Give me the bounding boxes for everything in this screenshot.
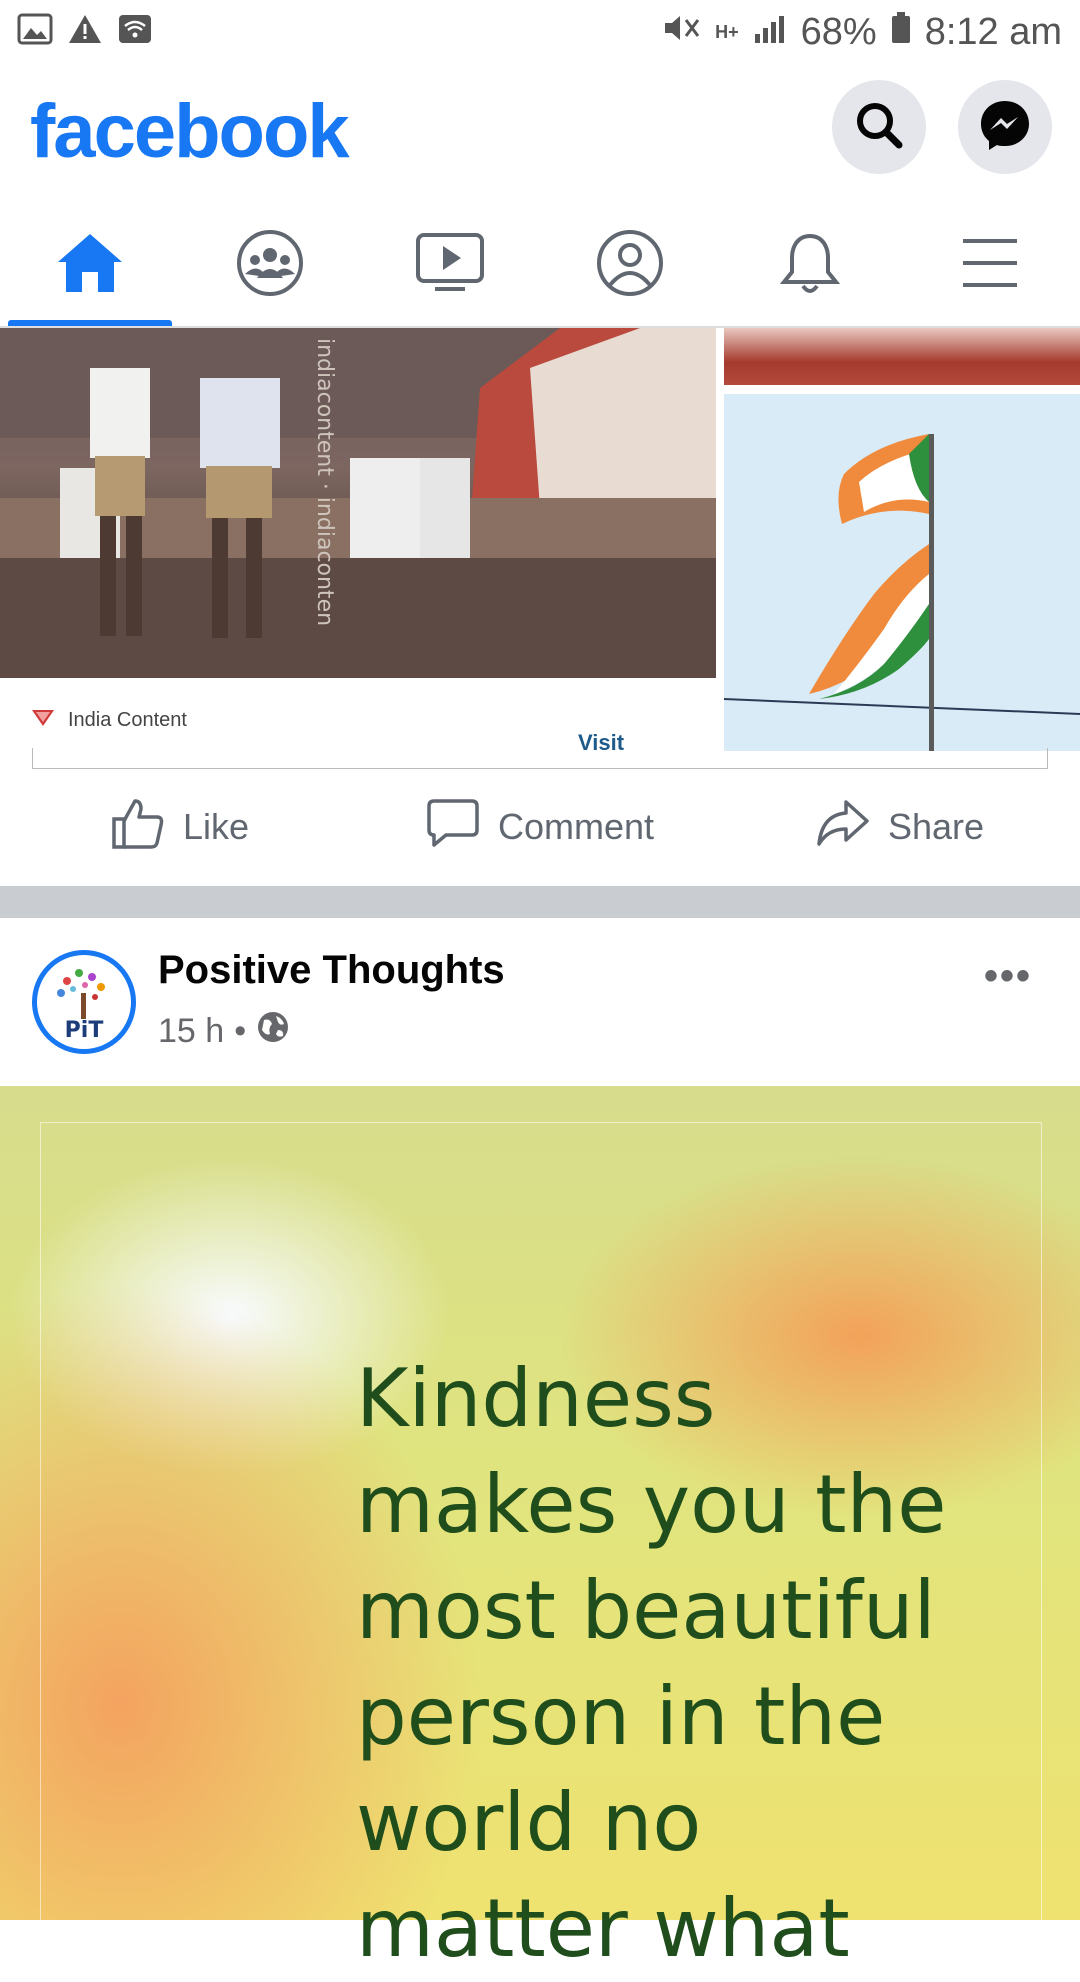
nav-tabs bbox=[0, 204, 1080, 328]
messenger-button[interactable] bbox=[958, 80, 1052, 174]
visit-link[interactable]: Visit bbox=[578, 730, 625, 755]
more-options-button[interactable]: ••• bbox=[984, 954, 1033, 998]
share-button[interactable] bbox=[720, 768, 1080, 886]
brand-logo-icon bbox=[30, 706, 56, 734]
avatar-text: PiT bbox=[64, 1018, 104, 1043]
menu-icon bbox=[960, 237, 1020, 294]
like-button[interactable] bbox=[0, 768, 360, 886]
quote-line: Kindness bbox=[356, 1352, 716, 1445]
share-label: Share bbox=[887, 806, 985, 847]
quote-line: world no bbox=[356, 1776, 702, 1869]
video-icon bbox=[415, 232, 485, 299]
ad-image-top-right[interactable] bbox=[724, 328, 1080, 385]
status-bar bbox=[0, 0, 1080, 64]
meta-separator: • bbox=[234, 1012, 247, 1050]
tab-home[interactable] bbox=[0, 204, 180, 326]
signal-icon bbox=[753, 11, 787, 54]
ad-footer bbox=[0, 678, 716, 755]
quote-line: matter what bbox=[356, 1882, 850, 1975]
tab-watch[interactable] bbox=[360, 204, 540, 326]
comment-button[interactable] bbox=[360, 768, 720, 886]
tab-profile[interactable] bbox=[540, 204, 720, 326]
post-image[interactable] bbox=[0, 1086, 1080, 1975]
search-button[interactable] bbox=[832, 80, 926, 174]
ad-watermark: indiacontent · indiaconten bbox=[312, 338, 337, 627]
battery-percent: 68% bbox=[800, 10, 877, 53]
globe-icon bbox=[256, 1010, 290, 1053]
wifi-icon bbox=[118, 11, 152, 54]
groups-icon bbox=[235, 228, 305, 303]
ad-post bbox=[0, 328, 1080, 768]
quote-line: most beautiful bbox=[356, 1564, 936, 1657]
clock: 8:12 am bbox=[924, 10, 1062, 53]
messenger-icon bbox=[978, 98, 1032, 157]
ad-brand-name: India Content bbox=[68, 708, 187, 731]
quote-line: person in the bbox=[356, 1670, 886, 1763]
post-header bbox=[0, 918, 1080, 1086]
feed-divider bbox=[0, 886, 1080, 918]
ad-image-main[interactable] bbox=[0, 328, 716, 678]
quote-line: makes you the bbox=[356, 1458, 947, 1551]
battery-icon bbox=[891, 11, 911, 54]
ad-brand bbox=[30, 706, 187, 734]
facebook-logo[interactable]: facebook bbox=[30, 89, 348, 174]
comment-label: Comment bbox=[497, 806, 655, 847]
image-icon bbox=[18, 11, 52, 54]
like-label: Like bbox=[182, 806, 250, 847]
ad-frame-left bbox=[32, 748, 33, 768]
ad-frame-right bbox=[1047, 748, 1048, 768]
warning-icon bbox=[68, 11, 102, 54]
app-header bbox=[0, 64, 1080, 204]
tab-menu[interactable] bbox=[900, 204, 1080, 326]
bell-icon bbox=[779, 230, 841, 301]
quote-text bbox=[356, 1346, 1056, 1982]
network-type: H+ bbox=[715, 21, 739, 42]
search-icon bbox=[853, 99, 905, 156]
tab-groups[interactable] bbox=[180, 204, 360, 326]
share-icon bbox=[816, 799, 870, 856]
page-name[interactable]: Positive Thoughts bbox=[158, 948, 505, 992]
profile-icon bbox=[595, 228, 665, 303]
post-time[interactable]: 15 h bbox=[158, 1012, 225, 1050]
ad-image-flags[interactable] bbox=[724, 394, 1080, 751]
tab-notifications[interactable] bbox=[720, 204, 900, 326]
avatar[interactable] bbox=[32, 950, 136, 1054]
mute-icon bbox=[661, 11, 701, 54]
post-actions bbox=[0, 768, 1080, 886]
home-icon bbox=[56, 232, 124, 299]
comment-icon bbox=[426, 798, 480, 857]
post-meta bbox=[158, 1010, 290, 1053]
like-icon bbox=[111, 797, 165, 858]
